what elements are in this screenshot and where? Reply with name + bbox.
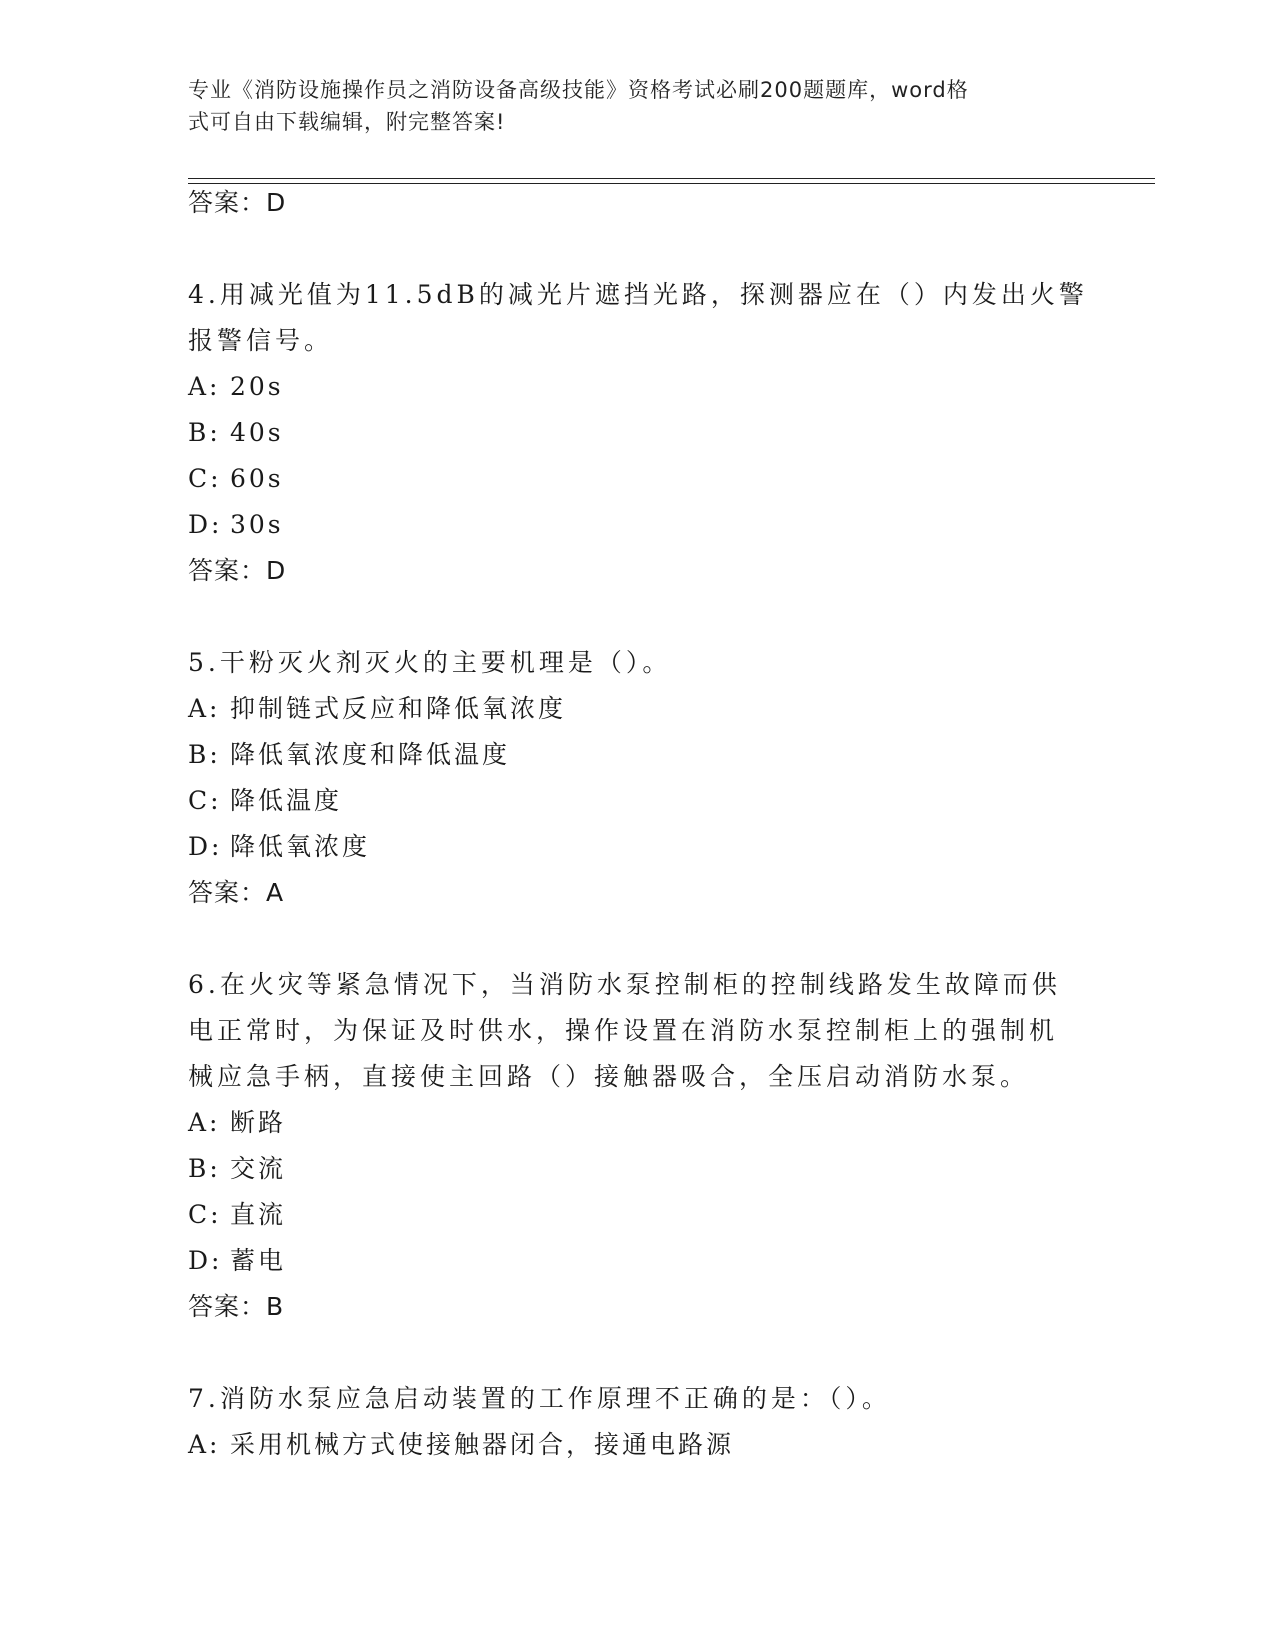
option-text: 20s: [230, 372, 284, 401]
header-line: 式可自由下载编辑，附完整答案!: [188, 110, 506, 134]
option-label: A:: [188, 372, 221, 401]
document-body: [188, 180, 1088, 1468]
option-a: [188, 1100, 1088, 1146]
option-text: 抑制链式反应和降低氧浓度: [230, 694, 567, 723]
option-c: [188, 456, 1088, 502]
option-label: D:: [188, 510, 223, 539]
option-text: 蓄电: [230, 1246, 287, 1275]
option-d: [188, 824, 1088, 870]
option-b: [188, 410, 1088, 456]
option-text: 断路: [230, 1108, 287, 1137]
document-header: [188, 74, 1068, 138]
header-divider: [188, 178, 1155, 179]
question-text: 报警信号。: [188, 326, 334, 355]
question-block: [188, 640, 1088, 916]
option-d: [188, 502, 1088, 548]
question-block: [188, 1376, 1088, 1468]
option-text: 采用机械方式使接触器闭合，接通电路源: [230, 1430, 735, 1459]
option-b: [188, 1146, 1088, 1192]
option-label: A:: [188, 1108, 221, 1137]
option-a: [188, 364, 1088, 410]
question-text: 6.在火灾等紧急情况下，当消防水泵控制柜的控制线路发生故障而供: [188, 970, 1061, 999]
option-text: 交流: [230, 1154, 287, 1183]
option-label: B:: [188, 418, 221, 447]
option-c: [188, 1192, 1088, 1238]
answer-line: 答案：D: [188, 556, 287, 585]
option-a: [188, 686, 1088, 732]
option-text: 30s: [230, 510, 284, 539]
question-text: 5.干粉灭火剂灭火的主要机理是（）。: [188, 648, 672, 677]
option-text: 直流: [230, 1200, 287, 1229]
option-text: 降低氧浓度: [230, 832, 371, 861]
option-label: B:: [188, 740, 221, 769]
option-label: D:: [188, 832, 223, 861]
header-line: 专业《消防设施操作员之消防设备高级技能》资格考试必刷200题题库，word格: [188, 78, 969, 102]
question-text: 4.用减光值为11.5dB的减光片遮挡光路，探测器应在（）内发出火警: [188, 280, 1088, 309]
option-c: [188, 778, 1088, 824]
answer-line: 答案：B: [188, 1292, 285, 1321]
option-label: D:: [188, 1246, 223, 1275]
option-text: 60s: [230, 464, 284, 493]
option-label: A:: [188, 1430, 221, 1459]
option-d: [188, 1238, 1088, 1284]
answer-line: 答案：D: [188, 188, 287, 217]
option-label: C:: [188, 1200, 222, 1229]
option-text: 降低氧浓度和降低温度: [230, 740, 511, 769]
answer-line: 答案：A: [188, 878, 285, 907]
option-text: 40s: [230, 418, 284, 447]
question-text: 7.消防水泵应急启动装置的工作原理不正确的是：（）。: [188, 1384, 891, 1413]
question-text: 电正常时，为保证及时供水，操作设置在消防水泵控制柜上的强制机: [188, 1016, 1059, 1045]
option-text: 降低温度: [230, 786, 343, 815]
option-b: [188, 732, 1088, 778]
option-a: [188, 1422, 1088, 1468]
question-block: [188, 272, 1088, 594]
question-text: 械应急手柄，直接使主回路（）接触器吸合，全压启动消防水泵。: [188, 1062, 1030, 1091]
option-label: C:: [188, 786, 222, 815]
option-label: A:: [188, 694, 221, 723]
option-label: B:: [188, 1154, 221, 1183]
option-label: C:: [188, 464, 222, 493]
question-block: [188, 962, 1088, 1330]
